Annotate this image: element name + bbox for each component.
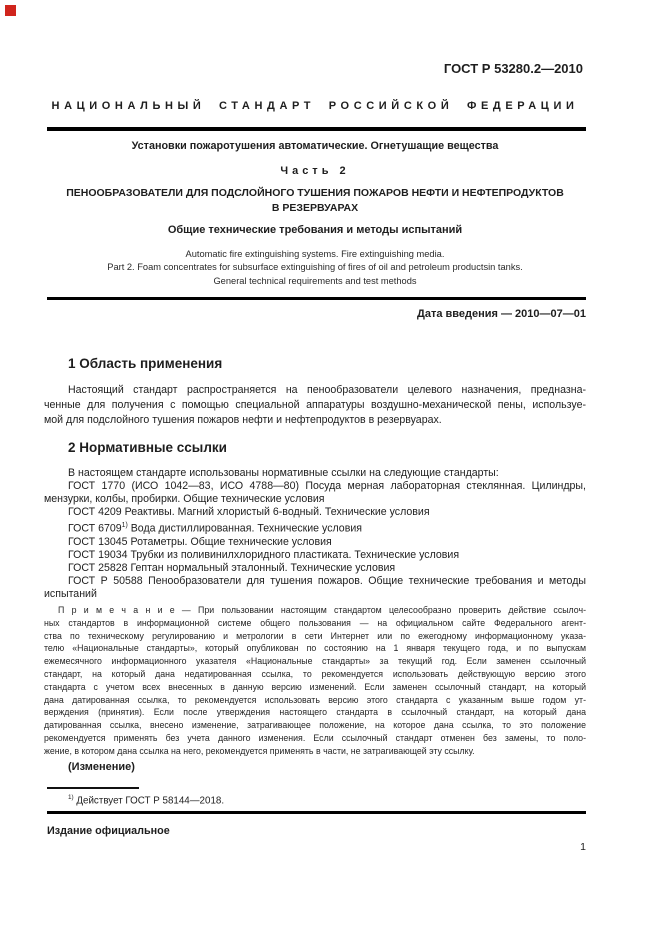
- footnote-marker: 1): [68, 794, 74, 801]
- english-title-line: General technical requirements and test methods: [213, 275, 417, 286]
- reference-gost-6709: [44, 519, 586, 536]
- english-title-line: Automatic fire extinguishing systems. Fire extinguishing media.: [185, 249, 445, 259]
- note-line: рекомендуется применять без учета данного изменения. Если ссылочный стандарт отменен без замены, то поло-: [44, 732, 586, 743]
- note-line: ства по техническому регулированию и метрологии в сети Интернет или по ежегодному информационному указа-: [44, 630, 586, 641]
- references-intro: В настоящем стандарте использованы нормативные ссылки на следующие стандарты:: [68, 467, 499, 479]
- red-marker: [5, 5, 16, 16]
- standard-title-line2: В РЕЗЕРВУАРАХ: [271, 202, 359, 214]
- edition-note: Издание официальное: [47, 825, 170, 837]
- section2-heading: 2 Нормативные ссылки: [68, 440, 227, 455]
- footnote-rule: [47, 787, 139, 789]
- effective-date: Дата введения — 2010—07—01: [417, 308, 586, 320]
- page-number: 1: [580, 841, 586, 853]
- reference-gost-25828: ГОСТ 25828 Гептан нормальный эталонный. Технические условия: [68, 562, 396, 575]
- title-separator-rule: [47, 297, 586, 300]
- header-rule: [47, 127, 586, 131]
- footnote: [68, 794, 224, 806]
- reference-gost-1770-cont: мензурки, колбы, пробирки. Общие технические условия: [44, 493, 325, 506]
- standard-subtitle: Общие технические требования и методы испытаний: [167, 224, 463, 236]
- reference-gost-r-50588: ГОСТ Р 50588 Пенообразователи для тушения пожаров. Общие технические требования и методы: [68, 575, 586, 588]
- reference-gost-4209: ГОСТ 4209 Реактивы. Магний хлористый 6-водный. Технические условия: [68, 506, 430, 519]
- part-label: Часть 2: [280, 165, 350, 177]
- reference-gost-19034: ГОСТ 19034 Трубки из поливинилхлоридного пластиката. Технические условия: [68, 549, 460, 562]
- amendment-label: (Изменение): [68, 761, 135, 773]
- note-line: ных стандартов в информационной системе общего пользования — на официальном сайте Федерального агент-: [44, 617, 586, 628]
- note-line: ежемесячного информационного указателя «Национальные стандарты» за текущий год. Если заменен ссылочный: [44, 656, 586, 667]
- note-line: стандарта с учетом всех внесенных в данную версию изменений. Если заменен ссылочный стандарт, на который: [44, 681, 586, 692]
- english-title-line: Part 2. Foam concentrates for subsurface extinguishing of fires of oil and petroleum productsin tanks.: [107, 262, 523, 273]
- note-line: П р и м е ч а н и е — При пользовании настоящим стандартом целесообразно проверить действие ссылоч-: [58, 605, 586, 615]
- note-line: стандарт, на который дана недатированная ссылка, то рекомендуется использовать действующую версию этого: [44, 668, 586, 679]
- footer-rule: [47, 811, 586, 814]
- english-title-block: [44, 248, 586, 288]
- note-line: датированная ссылка, внесено изменение, затрагивающее положение, на которое дана ссылка, то это положение: [44, 720, 586, 731]
- section2-references: [44, 467, 586, 601]
- federation-standard-title: НАЦИОНАЛЬНЫЙ СТАНДАРТ РОССИЙСКОЙ ФЕДЕРАЦИИ: [51, 100, 579, 112]
- note-block: [44, 604, 586, 758]
- note-line: жение, в котором дана ссылка на него, рекомендуется применять в части, не затрагивающей эту ссылку.: [44, 745, 475, 756]
- footnote-marker: 1): [121, 522, 128, 530]
- note-line: дана датированная ссылка, то рекомендуется использовать версию этого стандарта с указанным выше годом ут-: [44, 694, 586, 705]
- paragraph-line: Настоящий стандарт распространяется на пенообразователи целевого назначения, предназна-: [68, 384, 586, 396]
- reference-text: Вода дистиллированная. Технические условия: [127, 522, 362, 535]
- standard-group-title: Установки пожаротушения автоматические. Огнетушащие вещества: [131, 140, 499, 152]
- footnote-text: Действует ГОСТ Р 58144—2018.: [73, 795, 225, 807]
- reference-text: ГОСТ 6709: [68, 522, 122, 535]
- reference-gost-1770: ГОСТ 1770 (ИСО 1042—83, ИСО 4788—80) Посуда мерная лабораторная стеклянная. Цилиндры,: [68, 480, 586, 493]
- doc-number: ГОСТ Р 53280.2—2010: [443, 61, 583, 76]
- section1-heading: 1 Область применения: [68, 356, 223, 371]
- paragraph-line: мой для подслойного тушения пожаров нефти и нефтепродуктов в резервуарах.: [44, 414, 442, 426]
- note-line: верждения (принятия). Если после утверждения настоящего стандарта в ссылочный стандарт, на который дана: [44, 707, 586, 718]
- reference-gost-13045: ГОСТ 13045 Ротаметры. Общие технические условия: [68, 536, 332, 548]
- standard-title-line1: ПЕНООБРАЗОВАТЕЛИ ДЛЯ ПОДСЛОЙНОГО ТУШЕНИЯ ПОЖАРОВ НЕФТИ И НЕФТЕПРОДУКТОВ: [66, 187, 564, 199]
- note-line: телю «Национальные стандарты», который опубликован по состоянию на 1 января текущего года, и по выпускам: [44, 643, 586, 654]
- paragraph-line: ченные для получения с помощью специальной аппаратуры воздушно-механической пены, используе-: [44, 399, 586, 411]
- reference-gost-r-50588-cont: испытаний: [44, 588, 97, 601]
- section1-paragraph: [44, 383, 586, 428]
